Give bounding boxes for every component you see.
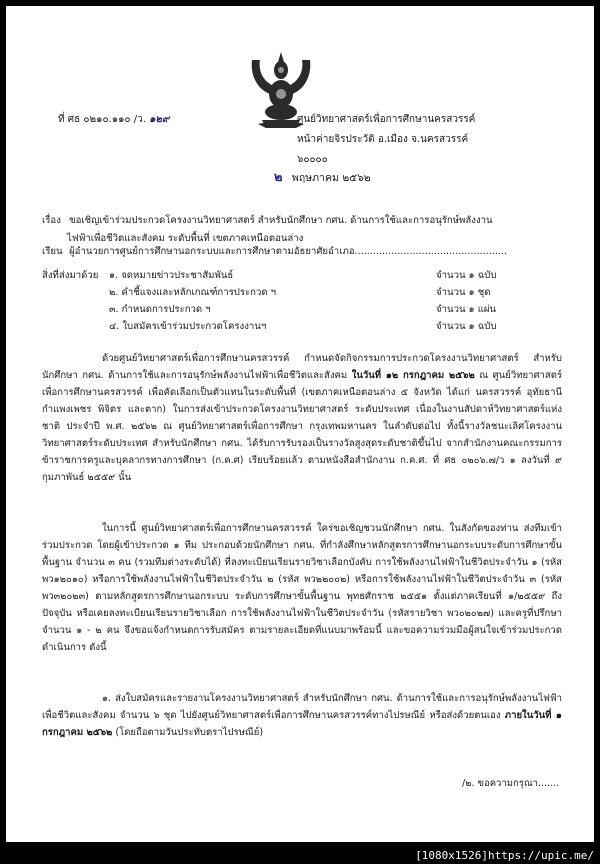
- enclosure-qty: จำนวน ๑ แผ่น: [436, 304, 497, 315]
- para3-text-cont: (โดยถือตามวันประทับตราไปรษณีย์): [112, 727, 264, 738]
- para1-text-cont: ณ ศูนย์วิทยาศาสตร์เพื่อการศึกษานครสวรรค์ เพื่อคัดเลือกเป็นตัวแทนในระดับพื้นที่ (เขตภาคเหนือตอนล่าง ๕ จังหวัด ได้แก่ นครสวรรค์ อุทัยธานี กำแพงเพชร พิจิตร และตาก) ในการส่งเข้าประกวดโครงงานวิทยาศาสตร์ ระดับประเทศ เนื่องในงานสัปดาห์วิทยาศาสตร์แห่งชาติ ประจำปี พ.ศ. ๒๕๖๒ ณ ศูนย์วิทยาศาสตร์เพื่อการศึกษา กรุงเทพมหานคร ในลำดับต่อไป ทั้งนี้รางวัลชนะเลิศโครงงานวิทยาศาสตร์ระดับประเทศ สำหรับนักศึกษา กศน. ได้รับการรับรองเป็นรางวัลสูงสุดระดับชาติขึ้นไป จากสำนักงานคณะกรรมการข้าราชการครูและบุคลากรทางการศึกษา (ก.ค.ศ) เรียบร้อยแล้ว ตามหนังสือสำนักงาน ก.ค.ศ. ที่ ศธ ๐๒๐๖.๗/ว ๑ ลงวันที่ ๙ กุมภาพันธ์ ๒๕๕๙ นั้น: [42, 370, 563, 483]
- recipient-text: ผู้อำนวยการศูนย์การศึกษานอกระบบและการศึกษาตามอัธยาศัยอำเภอ..................................................: [69, 246, 508, 257]
- ref-prefix: ที่ ศธ ๐๒๑๐.๑๑๐ /ว.: [58, 114, 146, 125]
- reference-number: [58, 112, 169, 127]
- org-postcode: ๖๐๐๐๐: [297, 154, 328, 165]
- enclosure-item: ๔. ใบสมัครเข้าร่วมประกวดโครงงานฯ: [109, 321, 267, 332]
- letter-date: [274, 166, 371, 187]
- continued-marker: /๒. ขอความกรุณา.......: [462, 778, 560, 789]
- date-month-year: พฤษภาคม ๒๕๖๒: [291, 172, 371, 184]
- subject-line-2: ไฟฟ้าเพื่อชีวิตและสังคม ระดับพื้นที่ เขตภาคเหนือตอนล่าง: [67, 233, 304, 244]
- para3-deadline: ภายในวันที่ ๑ กรกฎาคม ๒๕๖๒: [42, 710, 562, 738]
- date-day-handwritten: ๒: [274, 170, 283, 185]
- enclosure-item: ๒. คำชี้แจงและหลักเกณฑ์การประกวด ฯ: [109, 287, 277, 298]
- enclosures-label: สิ่งที่ส่งมาด้วย: [42, 270, 99, 281]
- subject-label: เรื่อง: [42, 215, 61, 226]
- enclosure-qty: จำนวน ๑ ชุด: [436, 287, 491, 298]
- subject-line-1: ขอเชิญเข้าร่วมประกวดโครงงานวิทยาศาสตร์ สำหรับนักศึกษา กศน. ด้านการใช้และการอนุรักษ์พลังงาน: [69, 215, 493, 226]
- para3-text: ๑. ส่งใบสมัครและรายงานโครงงานวิทยาศาสตร์ สำหรับนักศึกษา กศน. ด้านการใช้และการอนุรักษ์พลังงานไฟฟ้าเพื่อชีวิตและสังคม จำนวน ๖ ชุด ไปยังศูนย์วิทยาศาสตร์เพื่อการศึกษานครสวรรค์ทางไปรษณีย์ หรือส่งด้วยตนเอง: [42, 693, 562, 721]
- ref-number-handwritten: ๑๒๙: [149, 114, 170, 125]
- letter-page: [6, 6, 594, 842]
- para1-event-date: ในวันที่ ๑๒ กรกฎาคม ๒๕๖๒: [351, 370, 475, 381]
- enclosure-row: [42, 319, 562, 336]
- org-street: หน้าค่ายจิรประวัติ อ.เมือง จ.นครสวรรค์: [297, 134, 469, 145]
- enclosures: [42, 268, 562, 336]
- enclosure-qty: จำนวน ๑ ฉบับ: [436, 270, 497, 281]
- enclosure-row: [42, 268, 562, 285]
- image-watermark: [1080x1526]https://upic.me/: [415, 849, 594, 862]
- recipient: [42, 244, 562, 259]
- body-paragraph-2: [42, 520, 562, 656]
- subject: [42, 212, 562, 248]
- enclosure-item: ๑. จดหมายข่าวประชาสัมพันธ์: [109, 270, 234, 281]
- body-paragraph-1: [42, 350, 562, 486]
- enclosure-row: [42, 285, 562, 302]
- enclosure-item: ๓. กำหนดการประกวด ฯ: [109, 304, 211, 315]
- para2-text: ในการนี้ ศูนย์วิทยาศาสตร์เพื่อการศึกษานครสวรรค์ ใคร่ขอเชิญชวนนักศึกษา กศน. ในสังกัดของท่าน ส่งทีมเข้าร่วมประกวด โดยผู้เข้าประกวด ๑ ทีม ประกอบด้วยนักศึกษา กศน. ที่กำลังศึกษาหลักสูตรการศึกษานอกระบบระดับการศึกษาขั้นพื้นฐาน จำนวน ๓ คน (รวมทีมต่างระดับได้) ที่ลงทะเบียนเรียนรายวิชาเลือกบังคับ การใช้พลังงานไฟฟ้าในชีวิตประจำวัน ๑ (รหัส พว๑๒๐๑๐) หรือการใช้พลังงานไฟฟ้าในชีวิตประจำวัน ๒ (รหัส พว๒๒๐๐๒) หรือการใช้พลังงานไฟฟ้าในชีวิตประจำวัน ๓ (รหัส พว๓๒๐๒๓) ตามหลักสูตรการศึกษานอกระบบ ระดับการศึกษาขั้นพื้นฐาน พุทธศักราช ๒๕๕๑ ตั้งแต่ภาคเรียนที่ ๑/๒๕๕๙ ถึงปัจจุบัน หรือเคยลงทะเบียนเรียนรายวิชาเลือก การใช้พลังงานไฟฟ้าในชีวิตประจำวัน (รหัสรายวิชา พว๐๒๐๒๗) และครูที่ปรึกษา จำนวน ๑ - ๒ คน จึงขอแจ้งกำหนดการรับสมัคร ตามรายละเอียดที่แนบมาพร้อมนี้ และขอความร่วมมือผู้สนใจเข้าร่วมประกวดดำเนินการ ดังนี้: [42, 523, 562, 653]
- enclosure-qty: จำนวน ๑ ฉบับ: [436, 321, 497, 332]
- recipient-label: เรียน: [42, 246, 63, 257]
- body-paragraph-3: [42, 690, 562, 741]
- para1-text: ด้วยศูนย์วิทยาศาสตร์เพื่อการศึกษานครสวรรค์ กำหนดจัดกิจกรรมการประกวดโครงงานวิทยาศาสตร์ สำหรับนักศึกษา กศน. ด้านการใช้และการอนุรักษ์พลังงานไฟฟ้าเพื่อชีวิตและสังคม: [42, 353, 562, 381]
- org-name: ศูนย์วิทยาศาสตร์เพื่อการศึกษานครสวรรค์: [297, 114, 476, 125]
- enclosure-row: [42, 302, 562, 319]
- org-address: [297, 110, 475, 170]
